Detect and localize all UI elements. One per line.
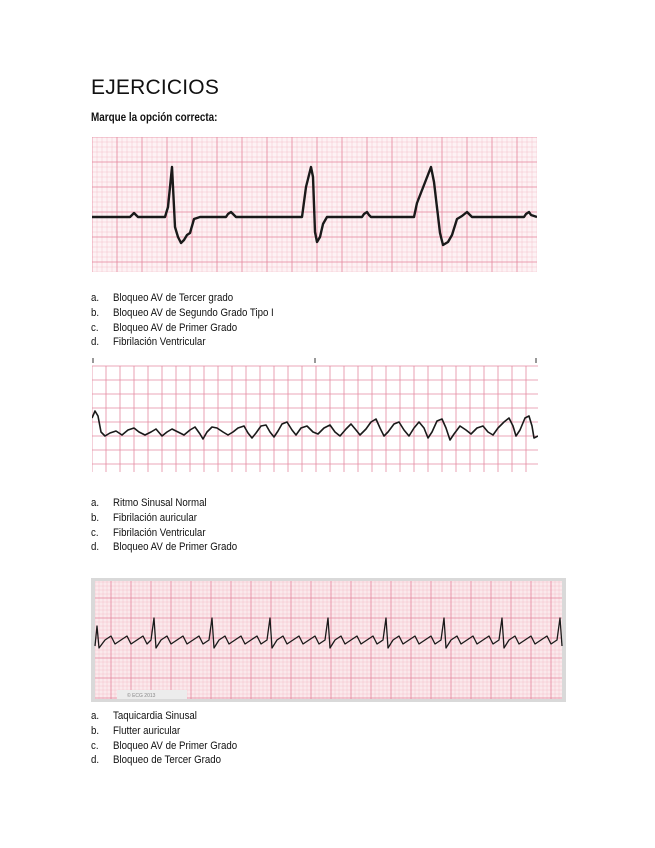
option-c[interactable]: c. Bloqueo AV de Primer Grado [91, 321, 238, 334]
option-a[interactable]: a. Ritmo Sinusal Normal [91, 497, 207, 509]
option-d[interactable]: d. Bloqueo de Tercer Grado [91, 754, 221, 767]
options-exercise-1 [91, 291, 274, 350]
option-b[interactable]: b. Bloqueo AV de Segundo Grado Tipo I [91, 306, 274, 319]
instruction-text: Marque la opción correcta: [91, 112, 218, 124]
option-d[interactable]: d. Fibrilación Ventricular [91, 336, 206, 349]
option-c[interactable]: c. Fibrilación Ventricular [91, 526, 206, 539]
options-exercise-2 [91, 496, 237, 555]
options-exercise-3 [91, 709, 237, 768]
option-c[interactable]: c. Bloqueo AV de Primer Grado [91, 739, 238, 752]
strip-watermark: © ECG 2013 [127, 693, 156, 699]
ecg-strip-2 [92, 356, 538, 472]
ecg-strip-1 [92, 137, 537, 272]
option-b[interactable]: b. Flutter auricular [91, 724, 181, 737]
page-title: EJERCICIOS [91, 76, 220, 99]
option-b[interactable]: b. Fibrilación auricular [91, 511, 197, 524]
option-a[interactable]: a. Bloqueo AV de Tercer grado [91, 292, 234, 304]
option-d[interactable]: d. Bloqueo AV de Primer Grado [91, 541, 238, 554]
ecg-strip-3 [91, 578, 566, 702]
option-a[interactable]: a. Taquicardia Sinusal [91, 710, 197, 722]
